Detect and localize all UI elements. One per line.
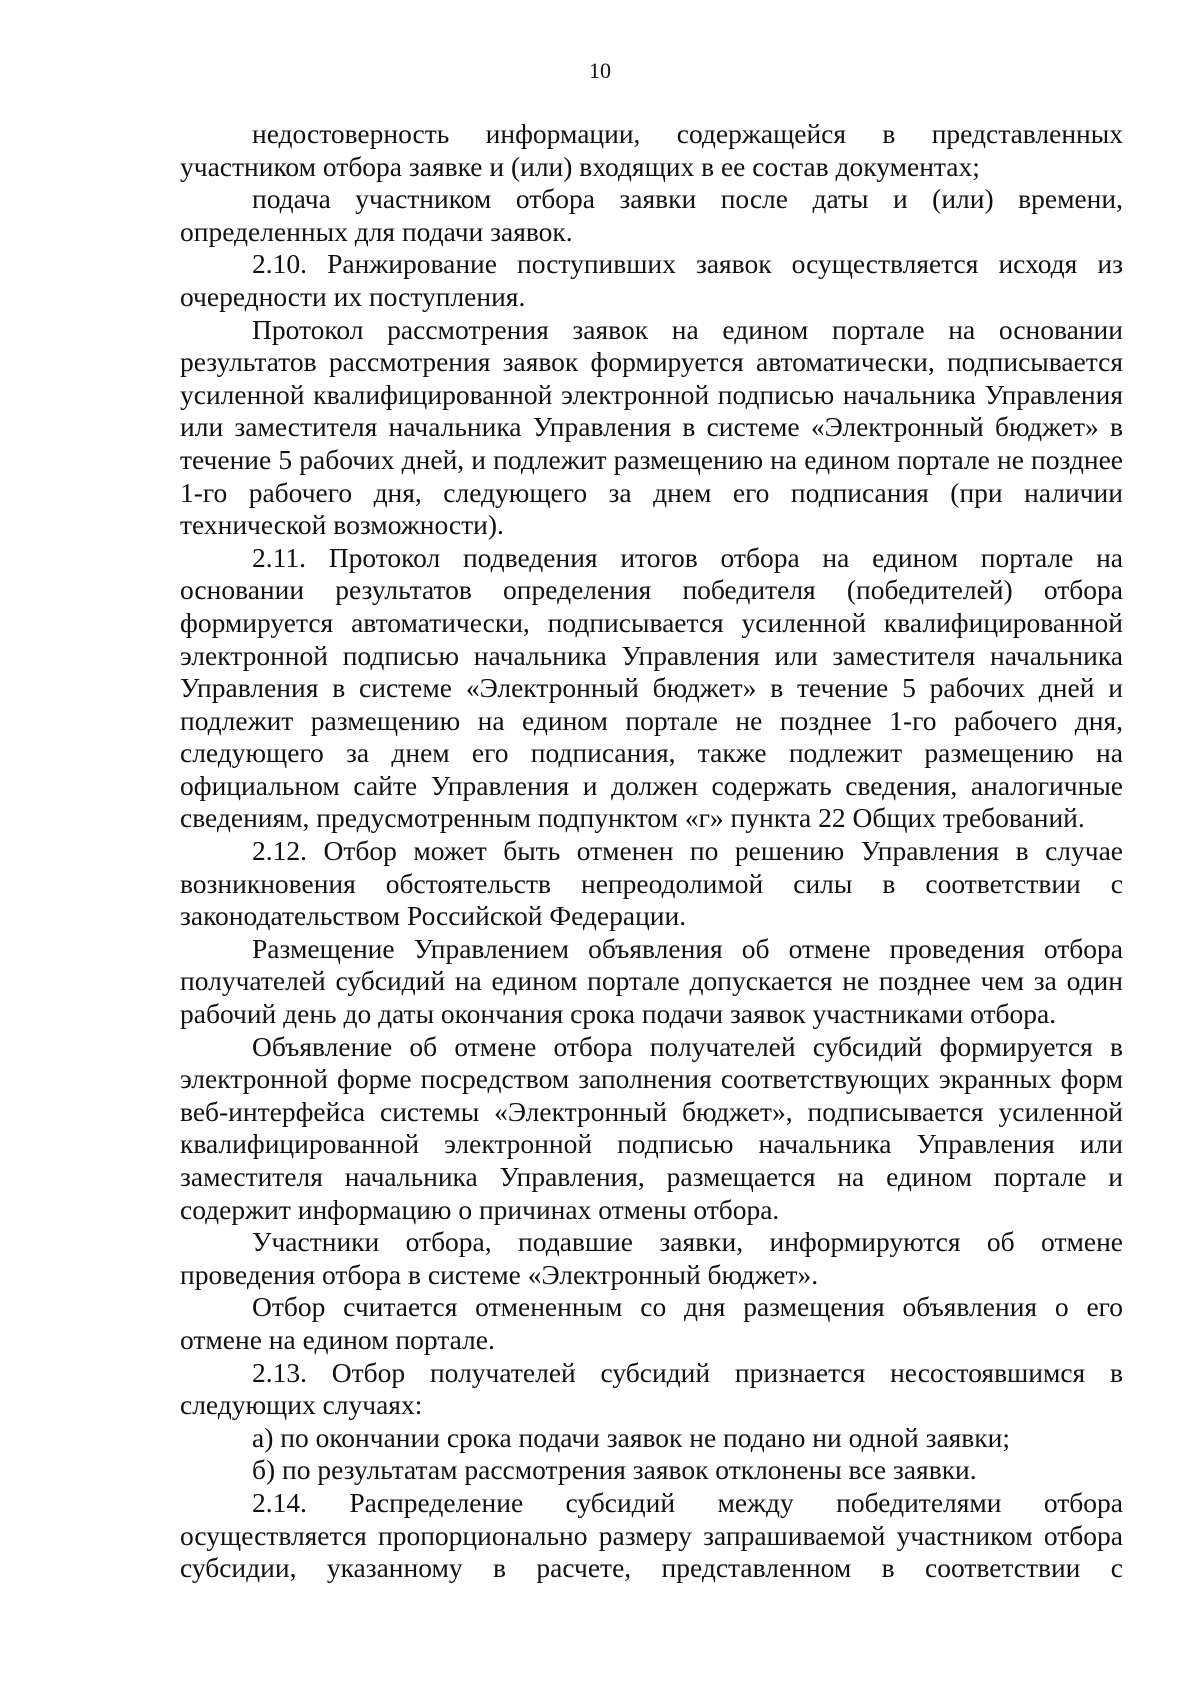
paragraph: 2.12. Отбор может быть отменен по решению Управления в случае возникновения обстоятельств непреодолимой силы в соответствии с законодательством Российской Федерации.	[180, 835, 1123, 932]
paragraph: подача участником отбора заявки после даты и (или) времени, определенных для подачи заявок.	[180, 183, 1123, 247]
paragraph: Участники отбора, подавшие заявки, информируются об отмене проведения отбора в системе «Электронный бюджет».	[180, 1226, 1123, 1290]
paragraph: 2.14. Распределение субсидий между победителями отбора осуществляется пропорционально размеру запрашиваемой участником отбора субсидии, указанному в расчете, представленном в соответствии с	[180, 1486, 1123, 1584]
document-body	[180, 118, 1123, 1585]
paragraph: Объявление об отмене отбора получателей субсидий формируется в электронной форме посредством заполнения соответствующих экранных форм веб-интерфейса системы «Электронный бюджет», подписывается усиленной квалифицированной электронной подписью начальника Управления или заместителя начальника Управления, размещается на едином портале и содержит информацию о причинах отмены отбора.	[180, 1030, 1123, 1225]
paragraph: 2.11. Протокол подведения итогов отбора на едином портале на основании результатов определения победителя (победителей) отбора формируется автоматически, подписывается усиленной квалифицированной электронной подписью начальника Управления или заместителя начальника Управления в системе «Электронный бюджет» в течение 5 рабочих дней и подлежит размещению на едином портале не позднее 1-го рабочего дня, следующего за днем его подписания, также подлежит размещению на официальном сайте Управления и должен содержать сведения, аналогичные сведениям, предусмотренным подпунктом «г» пункта 22 Общих требований.	[180, 541, 1123, 834]
page-number: 10	[589, 58, 611, 83]
paragraph: Размещение Управлением объявления об отмене проведения отбора получателей субсидий на едином портале допускается не позднее чем за один рабочий день до даты окончания срока подачи заявок участниками отбора.	[180, 932, 1123, 1030]
paragraph: б) по результатам рассмотрения заявок отклонены все заявки.	[252, 1454, 977, 1486]
paragraph: а) по окончании срока подачи заявок не подано ни одной заявки;	[252, 1421, 1010, 1453]
paragraph: 2.10. Ранжирование поступивших заявок осуществляется исходя из очередности их поступления.	[180, 248, 1123, 312]
paragraph: Отбор считается отмененным со дня размещения объявления о его отмене на едином портале.	[180, 1291, 1123, 1355]
paragraph: недостоверность информации, содержащейся в представленных участником отбора заявке и (или) входящих в ее состав документах;	[180, 118, 1123, 182]
paragraph: Протокол рассмотрения заявок на едином портале на основании результатов рассмотрения заявок формируется автоматически, подписывается усиленной квалифицированной электронной подписью начальника Управления или заместителя начальника Управления в системе «Электронный бюджет» в течение 5 рабочих дней, и подлежит размещению на едином портале не позднее 1-го рабочего дня, следующего за днем его подписания (при наличии технической возможности).	[180, 313, 1123, 541]
paragraph: 2.13. Отбор получателей субсидий признается несостоявшимся в следующих случаях:	[180, 1356, 1123, 1421]
